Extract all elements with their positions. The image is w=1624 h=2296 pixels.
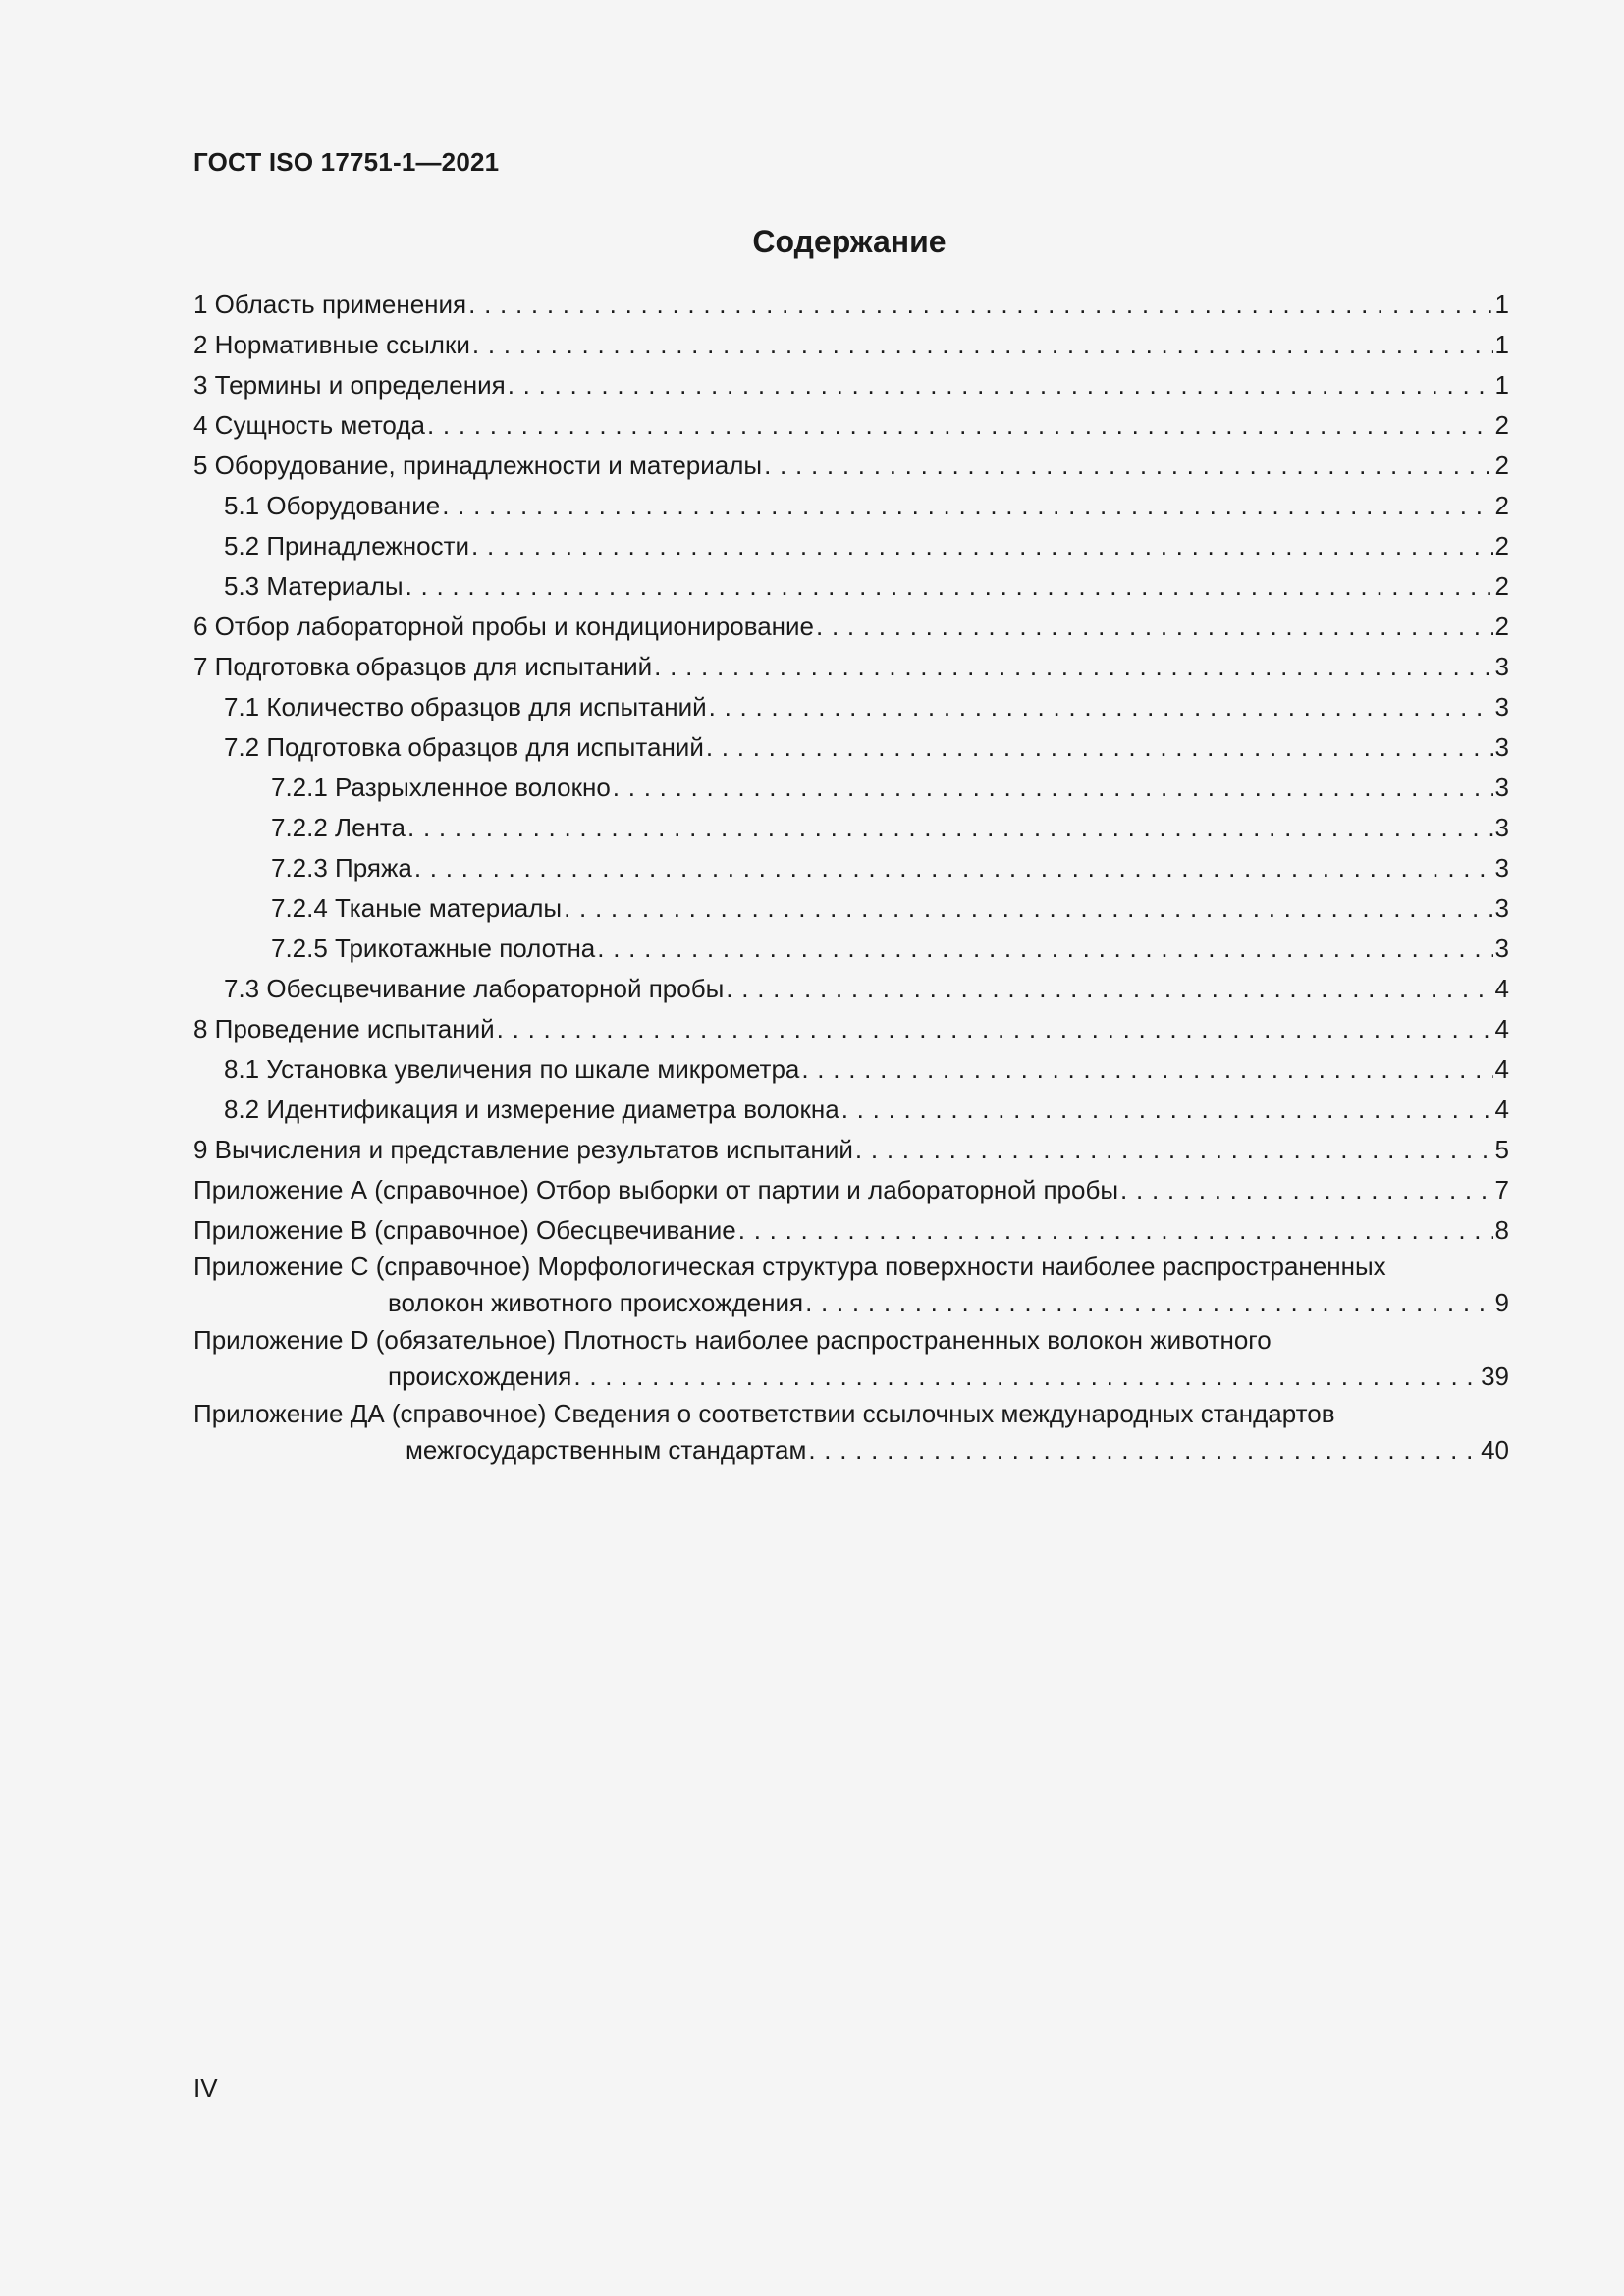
dot-leader [497,1009,1493,1049]
table-of-contents [193,285,1509,1471]
toc-page-number: 5 [1494,1135,1509,1164]
toc-page-number: 4 [1494,974,1509,1003]
toc-entry[interactable] [193,1130,1509,1170]
toc-page-number: 4 [1494,1095,1509,1124]
toc-entry-label: 7.2.4 Тканые материалы [271,893,563,923]
toc-entry-label: 5.2 Принадлежности [224,531,470,561]
dot-leader [706,727,1493,768]
toc-entry-label: 4 Сущность метода [193,410,425,440]
toc-entry-label: 8.2 Идентификация и измерение диаметра волокна [224,1095,839,1124]
toc-page-number: 9 [1494,1288,1509,1317]
toc-entry[interactable] [193,687,1509,727]
toc-page-number: 2 [1494,571,1509,601]
toc-entry[interactable] [193,1090,1509,1130]
toc-entry[interactable] [193,727,1509,768]
toc-entry-label: 7.2.3 Пряжа [271,853,412,882]
toc-entry-label: 7.2 Подготовка образцов для испытаний [224,732,704,762]
toc-entry[interactable] [193,969,1509,1009]
dot-leader [654,647,1492,687]
dot-leader [406,566,1493,607]
toc-page-number: 3 [1494,934,1509,963]
toc-entry-label: 7.1 Количество образцов для испытаний [224,692,707,721]
toc-page-number: 1 [1494,330,1509,359]
toc-page-number: 1 [1494,370,1509,400]
toc-page-number: 4 [1494,1054,1509,1084]
toc-title: Содержание [752,224,947,259]
toc-entry-label: 7.2.5 Трикотажные полотна [271,934,596,963]
toc-entry[interactable] [193,1170,1509,1210]
dot-leader [427,405,1493,446]
toc-entry-label: 7 Подготовка образцов для испытаний [193,652,653,681]
toc-entry[interactable] [193,607,1509,647]
toc-page-number: 2 [1494,410,1509,440]
toc-entry-label: 5.3 Материалы [224,571,404,601]
toc-page-number: 3 [1494,732,1509,762]
toc-entry[interactable] [193,888,1509,929]
toc-entry-label: 3 Термины и определения [193,370,506,400]
toc-entry-label: Приложение ДА (справочное) Сведения о соответствии ссылочных международных стандартов [193,1399,1335,1428]
toc-entry[interactable] [193,566,1509,607]
toc-page-number: 3 [1494,893,1509,923]
dot-leader [808,1430,1479,1469]
standard-designation: ГОСТ ISO 17751-1—2021 [193,147,500,177]
dot-leader [471,526,1493,566]
toc-page-number: 2 [1494,612,1509,641]
dot-leader [764,446,1492,486]
toc-entry-label: 6 Отбор лабораторной пробы и кондиционирование [193,612,815,641]
toc-page-number: 7 [1494,1175,1509,1204]
toc-entry[interactable] [193,1049,1509,1090]
toc-entry-label-continued: происхождения [388,1362,572,1391]
toc-entry[interactable] [193,929,1509,969]
toc-entry[interactable] [193,446,1509,486]
toc-entry-label: 8.1 Установка увеличения по шкале микрометра [224,1054,800,1084]
toc-page-number: 2 [1494,451,1509,480]
dot-leader [726,969,1492,1009]
dot-leader [468,285,1492,325]
toc-entry[interactable] [193,1009,1509,1049]
toc-page-number: 2 [1494,531,1509,561]
dot-leader [841,1090,1493,1130]
dot-leader [407,808,1493,848]
dot-leader [414,848,1493,888]
toc-entry-label: 2 Нормативные ссылки [193,330,470,359]
toc-page-number: 3 [1494,773,1509,802]
dot-leader [738,1210,1493,1251]
toc-entry-appendix-d[interactable] [193,1324,1509,1398]
toc-entry-label: Приложение D (обязательное) Плотность наиболее распространенных волокон животного [193,1325,1272,1355]
toc-entry-label: 5.1 Оборудование [224,491,441,520]
toc-entry[interactable] [193,526,1509,566]
toc-entry[interactable] [193,768,1509,808]
toc-entry-label: 5 Оборудование, принадлежности и материалы [193,451,763,480]
toc-entry[interactable] [193,647,1509,687]
dot-leader [597,929,1492,969]
toc-entry-label: 7.2.2 Лента [271,813,406,842]
toc-entry-label-continued: межгосударственным стандартам [406,1435,807,1465]
toc-entry-appendix-c[interactable] [193,1251,1509,1324]
toc-page-number: 8 [1494,1215,1509,1245]
dot-leader [442,486,1492,526]
toc-page-number: 2 [1494,491,1509,520]
toc-entry-label: 7.3 Обесцвечивание лабораторной пробы [224,974,725,1003]
toc-entry-label: 7.2.1 Разрыхленное волокно [271,773,611,802]
toc-entry[interactable] [193,285,1509,325]
dot-leader [855,1130,1493,1170]
toc-entry-label: 9 Вычисления и представление результатов испытаний [193,1135,853,1164]
toc-entry[interactable] [193,365,1509,405]
toc-entry-label: 1 Область применения [193,290,467,319]
toc-entry[interactable] [193,808,1509,848]
toc-entry-label: Приложение С (справочное) Морфологическая структура поверхности наиболее распространенных [193,1252,1386,1281]
toc-page-number: 1 [1494,290,1509,319]
toc-page-number: 3 [1494,652,1509,681]
toc-entry[interactable] [193,325,1509,365]
toc-entry-label: Приложение В (справочное) Обесцвечивание [193,1215,736,1245]
toc-page-number: 39 [1481,1362,1509,1391]
dot-leader [564,888,1492,929]
dot-leader [508,365,1493,405]
toc-entry[interactable] [193,486,1509,526]
page-number: IV [193,2073,218,2103]
dot-leader [472,325,1493,365]
dot-leader [801,1049,1492,1090]
toc-entry-label: 8 Проведение испытаний [193,1014,495,1043]
toc-entry[interactable] [193,1210,1509,1251]
toc-page-number: 40 [1481,1435,1509,1465]
dot-leader [805,1283,1492,1322]
toc-page-number: 3 [1494,853,1509,882]
dot-leader [573,1357,1479,1396]
toc-entry-appendix-da[interactable] [193,1398,1509,1471]
toc-page-number: 4 [1494,1014,1509,1043]
dot-leader [709,687,1493,727]
toc-page-number: 3 [1494,692,1509,721]
toc-entry-label-continued: волокон животного происхождения [388,1288,804,1317]
dot-leader [613,768,1493,808]
toc-entry-label: Приложение А (справочное) Отбор выборки от партии и лабораторной пробы [193,1175,1119,1204]
toc-page-number: 3 [1494,813,1509,842]
dot-leader [1120,1170,1492,1210]
toc-entry[interactable] [193,848,1509,888]
dot-leader [816,607,1493,647]
toc-entry[interactable] [193,405,1509,446]
